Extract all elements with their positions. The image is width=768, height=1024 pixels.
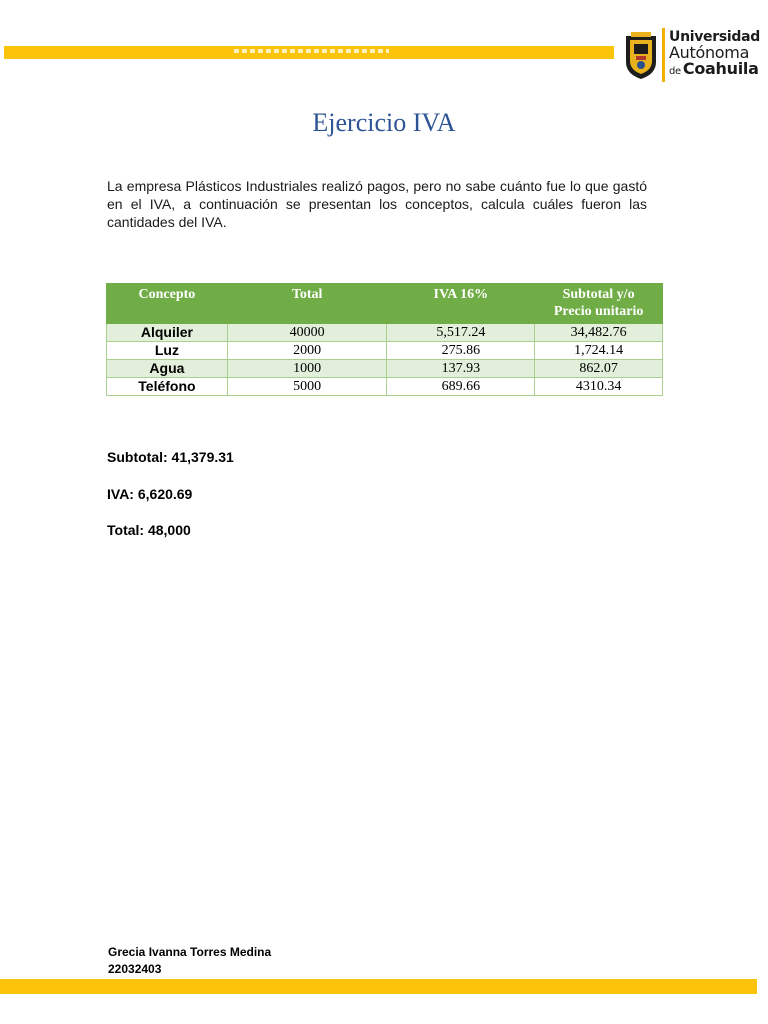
logo-line-1: Universidad bbox=[669, 29, 760, 45]
cell-concept: Alquiler bbox=[107, 324, 228, 342]
cell-subtotal: 1,724.14 bbox=[535, 342, 663, 360]
header-total: Total bbox=[227, 284, 387, 324]
university-logo bbox=[620, 28, 768, 84]
header-bar bbox=[4, 46, 614, 59]
author-block bbox=[108, 944, 271, 978]
header-bar-text bbox=[234, 49, 389, 53]
header-subtotal-line-1: Subtotal y/o bbox=[562, 287, 635, 302]
summary-iva: IVA: 6,620.69 bbox=[107, 486, 193, 502]
logo-line-3-text: Coahuila bbox=[682, 59, 759, 78]
cell-total: 1000 bbox=[227, 360, 387, 378]
cell-iva: 689.66 bbox=[387, 378, 535, 396]
iva-table bbox=[106, 283, 663, 396]
cell-concept: Teléfono bbox=[107, 378, 228, 396]
intro-paragraph: La empresa Plásticos Industriales realizó pagos, pero no sabe cuánto fue lo que gastó en el IVA, a continuación se presentan los conceptos, calcula cuáles fueron las cantidades del IVA. bbox=[107, 178, 647, 230]
cell-concept: Luz bbox=[107, 342, 228, 360]
author-id: 22032403 bbox=[108, 962, 162, 976]
header-subtotal-line-2: Precio unitario bbox=[553, 304, 644, 319]
cell-total: 5000 bbox=[227, 378, 387, 396]
cell-iva: 137.93 bbox=[387, 360, 535, 378]
logo-line-2: Autónoma bbox=[669, 43, 750, 62]
header-concepto: Concepto bbox=[107, 284, 228, 324]
logo-line-3-prefix: de bbox=[669, 66, 681, 77]
author-name: Grecia Ivanna Torres Medina bbox=[108, 945, 272, 959]
logo-line-3 bbox=[669, 61, 760, 80]
cell-total: 2000 bbox=[227, 342, 387, 360]
table-row bbox=[107, 324, 663, 342]
cell-iva: 5,517.24 bbox=[387, 324, 535, 342]
cell-concept: Agua bbox=[107, 360, 228, 378]
footer-bar bbox=[0, 979, 757, 994]
page-title: Ejercicio IVA bbox=[312, 108, 456, 137]
cell-total: 40000 bbox=[227, 324, 387, 342]
summary-total: Total: 48,000 bbox=[107, 522, 191, 538]
logo-divider bbox=[662, 28, 665, 82]
header-subtotal bbox=[535, 284, 663, 324]
header-iva: IVA 16% bbox=[387, 284, 535, 324]
cell-iva: 275.86 bbox=[387, 342, 535, 360]
cell-subtotal: 4310.34 bbox=[535, 378, 663, 396]
table-row bbox=[107, 342, 663, 360]
table-header-row bbox=[107, 284, 663, 324]
university-seal-icon bbox=[622, 32, 660, 80]
logo-text bbox=[669, 29, 760, 80]
cell-subtotal: 34,482.76 bbox=[535, 324, 663, 342]
cell-subtotal: 862.07 bbox=[535, 360, 663, 378]
summary-subtotal: Subtotal: 41,379.31 bbox=[107, 449, 234, 465]
table-row bbox=[107, 378, 663, 396]
table-row bbox=[107, 360, 663, 378]
